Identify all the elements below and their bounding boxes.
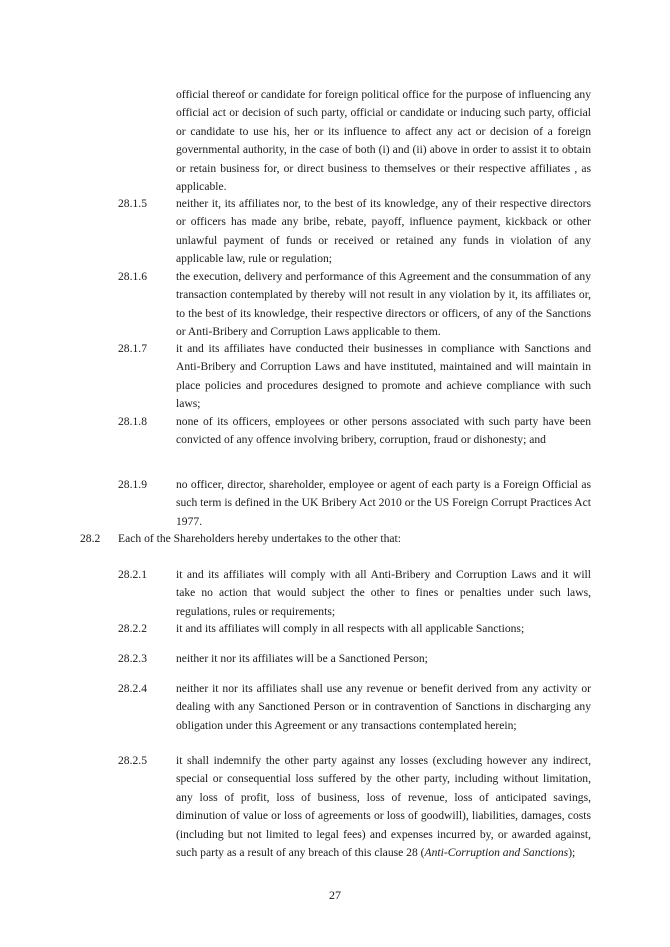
clause-number: 28.2.4 [118, 682, 147, 695]
clause-number: 28.2.5 [118, 754, 147, 767]
clause-number: 28.2.1 [118, 568, 147, 581]
clause-number: 28.1.7 [118, 342, 147, 355]
clause-text: neither it nor its affiliates will be a Sanctioned Person; [176, 652, 428, 665]
clause-number: 28.2.2 [118, 622, 147, 635]
clause-text-part: ); [568, 846, 576, 860]
clause-text [176, 752, 591, 862]
clause-text: it and its affiliates will comply in all respects with all applicable Sanctions; [176, 622, 525, 635]
section-number: 28.2 [80, 532, 101, 545]
clause-text: neither it, its affiliates nor, to the best of its knowledge, any of their respective directors or officers has made any bribe, rebate, payoff, influence payment, kickback or other unlawful payment of funds or received or retained any funds in violation of any applicable law, rule or regulation; [176, 197, 591, 266]
section-intro: Each of the Shareholders hereby undertakes to the other that: [118, 532, 401, 545]
clause-number: 28.1.6 [118, 270, 147, 283]
intro-continuation-paragraph: official thereof or candidate for foreign political office for the purpose of influencing any official act or decision of such party, official or candidate or inducing such party, official or candidate to use his, her or its influence to affect any act or decision of a foreign governmental authority, in the case of both (i) and (ii) above in order to assist it to obtain or retain business for, or direct business to themselves or their respective affiliates , as applicable. [176, 88, 591, 194]
page-number: 27 [329, 888, 341, 902]
clause-number: 28.2.3 [118, 652, 147, 665]
clause-number: 28.1.8 [118, 415, 147, 428]
clause-text: no officer, director, shareholder, employee or agent of each party is a Foreign Official as such term is defined in the UK Bribery Act 2010 or the US Foreign Corrupt Practices Act 1977. [176, 478, 591, 528]
clause-text: none of its officers, employees or other persons associated with such party have been convicted of any offence involving bribery, corruption, fraud or dishonesty; and [176, 415, 591, 447]
clause-number: 28.1.9 [118, 478, 147, 491]
clause-text-part: it shall indemnify the other party against any losses (excluding however any indirect, special or consequential loss suffered by the other party, including without limitation, any loss of profit, loss of business, loss of revenue, loss of anticipated savings, diminution of value or loss of agreements or loss of goodwill), liabilities, damages, costs (including but not limited to legal fees) and expenses incurred by, or awarded against, such party as a result of any breach of this clause 28 ( [176, 754, 591, 860]
clause-number: 28.1.5 [118, 197, 147, 210]
clause-text: it and its affiliates will comply with all Anti-Bribery and Corruption Laws and it will take no action that would subject the other to fines or penalties under such laws, regulations, rules or requirements; [176, 568, 591, 618]
clause-text: neither it nor its affiliates shall use any revenue or benefit derived from any activity or dealing with any Sanctioned Person or in contravention of Sanctions in discharging any obligation under this Agreement or any transactions contemplated herein; [176, 682, 591, 732]
clause-text: the execution, delivery and performance of this Agreement and the consummation of any transaction contemplated by thereby will not result in any violation by it, its affiliates or, to the best of its knowledge, their respective directors or officers, of any of the Sanctions or Anti-Bribery and Corruption Laws applicable to them. [176, 270, 591, 339]
clause-text: it and its affiliates have conducted their businesses in compliance with Sanctions and Anti-Bribery and Corruption Laws and have instituted, maintained and will maintain in place policies and procedures designed to promote and achieve compliance with such laws; [176, 342, 591, 411]
clause-title-italic: Anti-Corruption and Sanctions [424, 846, 569, 860]
